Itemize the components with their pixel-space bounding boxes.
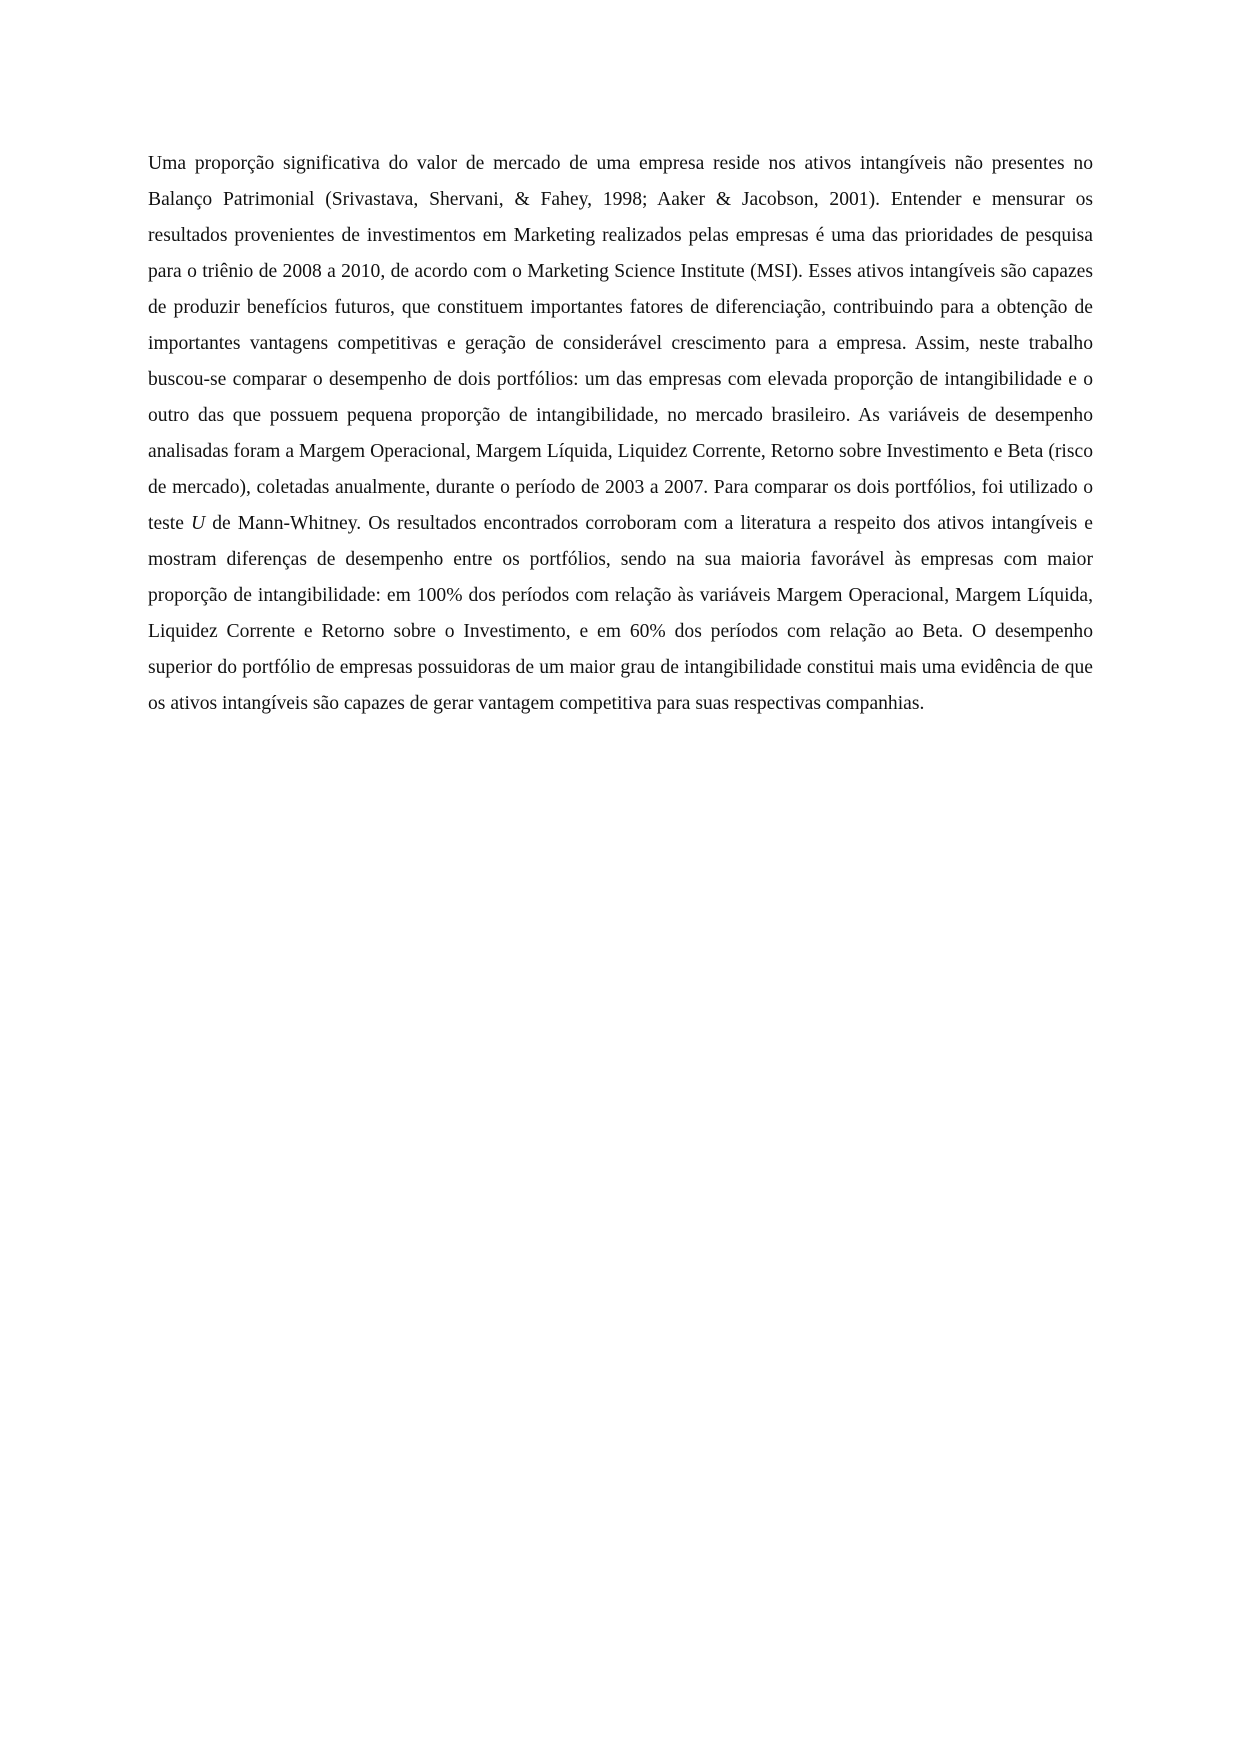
abstract-text-part-2: de Mann-Whitney. Os resultados encontrados corroboram com a literatura a respeito dos ativos intangíveis e mostram diferenças de desempenho entre os portfólios, sendo na sua maioria favorável às empresas com maior proporção de intangibilidade: em 100% dos períodos com relação às variáveis Margem Operacional, Margem Líquida, Liquidez Corrente e Retorno sobre o Investimento, e em 60% dos períodos com relação ao Beta. O desempenho superior do portfólio de empresas possuidoras de um maior grau de intangibilidade constitui mais uma evidência de que os ativos intangíveis são capazes de gerar vantagem competitiva para suas respectivas companhias. bbox=[148, 513, 1093, 714]
abstract-text-part-1: Uma proporção significativa do valor de mercado de uma empresa reside nos ativos intangíveis não presentes no Balanço Patrimonial (Srivastava, Shervani, & Fahey, 1998; Aaker & Jacobson, 2001). Entender e mensurar os resultados provenientes de investimentos em Marketing realizados pelas empresas é uma das prioridades de pesquisa para o triênio de 2008 a 2010, de acordo com o Marketing Science Institute (MSI). Esses ativos intangíveis são capazes de produzir benefícios futuros, que constituem importantes fatores de diferenciação, contribuindo para a obtenção de importantes vantagens competitivas e geração de considerável crescimento para a empresa. Assim, neste trabalho buscou-se comparar o desempenho de dois portfólios: um das empresas com elevada proporção de intangibilidade e o outro das que possuem pequena proporção de intangibilidade, no mercado brasileiro. As variáveis de desempenho analisadas foram a Margem Operacional, Margem Líquida, Liquidez Corrente, Retorno sobre Investimento e Beta (risco de mercado), coletadas anualmente, durante o período de 2003 a 2007. Para comparar os dois portfólios, foi utilizado o teste bbox=[148, 153, 1093, 534]
abstract-paragraph bbox=[148, 146, 1093, 722]
italic-term-u: U bbox=[190, 513, 206, 534]
